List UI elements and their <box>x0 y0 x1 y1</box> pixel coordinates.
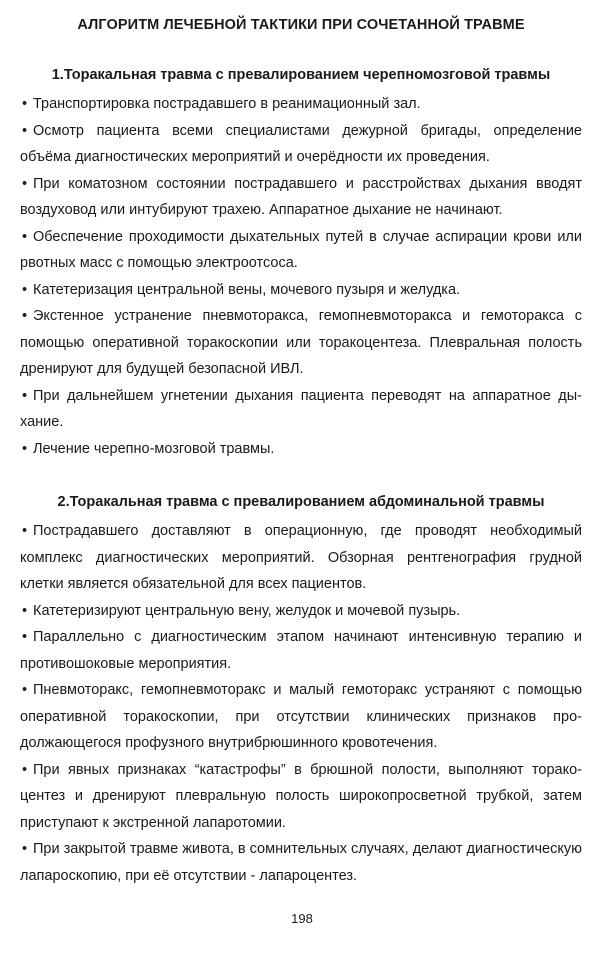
list-item <box>20 118 582 171</box>
list-item-text: При закрытой травме живота, в сомнительных случаях, делают диагностическую лапароскопию, при её отсутствии - лапароцентез. <box>20 841 582 884</box>
section-title: 2.Торакальная травма с превалированием абдоминальной травмы <box>57 494 545 510</box>
bullet-icon: • <box>22 387 28 404</box>
list-item-text: При явных признаках “катастрофы” в брюшной полости, выполняют торакоцентез и дренируют плевральную полость широкопросветной трубкой, затем приступают к экстренной лапаротомии. <box>20 761 582 831</box>
page-number: 198 <box>291 911 313 926</box>
list-item <box>20 836 582 889</box>
bullet-icon: • <box>22 308 28 324</box>
document-title: АЛГОРИТМ ЛЕЧЕБНОЙ ТАКТИКИ ПРИ СОЧЕТАННОЙ ТРАВМЕ <box>77 17 525 33</box>
list-item <box>20 277 582 304</box>
list-item <box>20 303 582 383</box>
bullet-icon: • <box>22 629 28 645</box>
bullet-icon: • <box>22 228 28 245</box>
bullet-icon: • <box>22 523 28 539</box>
list-item <box>20 598 582 625</box>
bullet-icon: • <box>22 761 28 778</box>
list-item-text: Транспортировка пострадавшего в реанимационный зал. <box>33 96 421 112</box>
list-item <box>20 436 582 463</box>
list-item-text: При коматозном состоянии пострадавшего и расстройствах дыхания вводят воздуховод или интубируют трахею. Аппаратное дыхание не начинают. <box>20 175 582 218</box>
list-item-text: Экстенное устранение пневмоторакса, гемопневмоторакса и гемоторакса с помощью оперативной торакоскопии или торакоцентеза. Плевральная полость дренируют для будущей безопасной ИВЛ. <box>20 308 582 377</box>
list-item <box>20 91 582 118</box>
list-item <box>20 383 582 436</box>
list-item-text: Лечение черепно-мозговой травмы. <box>33 440 275 457</box>
list-item <box>20 677 582 757</box>
list-item-text: Осмотр пациента всеми специалистами дежурной бригады, определение объёма диагностических мероприятий и очерёдности их проведения. <box>20 122 582 165</box>
list-item-text: Пострадавшего доставляют в операционную, где проводят необходимый комплекс диагностических мероприятий. Обзорная рентгенография грудной клетки является обязательной для всех пациентов. <box>20 523 582 592</box>
list-item-text: Пневмоторакс, гемопневмоторакс и малый гемоторакс устраняют с помощью оперативной торакоскопии, при отсутствии клинических признаков продолжающегося профузного внутрибрюшинного кровотечения. <box>20 682 582 751</box>
bullet-icon: • <box>22 122 28 139</box>
list-item-text: Обеспечение проходимости дыхательных путей в случае аспирации крови или рвотных масс с помощью электроотсоса. <box>20 228 582 271</box>
sections-container <box>20 65 582 889</box>
list-item <box>20 171 582 224</box>
list-item-text: Катетеризируют центральную вену, желудок и мочевой пузырь. <box>33 602 461 619</box>
section-2 <box>20 492 582 889</box>
bullet-icon: • <box>22 682 28 698</box>
bullet-icon: • <box>22 175 28 192</box>
list-item <box>20 624 582 677</box>
bullet-icon: • <box>22 602 28 619</box>
section-title: 1.Торакальная травма с превалированием черепномозговой травмы <box>51 67 551 83</box>
bullet-icon: • <box>22 96 28 112</box>
bullet-icon: • <box>22 281 28 298</box>
bullet-icon: • <box>22 440 28 457</box>
list-item <box>20 224 582 277</box>
section-1 <box>20 65 582 462</box>
list-item <box>20 518 582 598</box>
list-item <box>20 757 582 837</box>
list-item-text: Параллельно с диагностическим этапом начинают интенсивную терапию и противошоковые мероприятия. <box>20 629 582 672</box>
list-item-text: Катетеризация центральной вены, мочевого пузыря и желудка. <box>33 281 461 298</box>
list-item-text: При дальнейшем угнетении дыхания пациента переводят на аппаратное дыхание. <box>20 387 582 430</box>
bullet-icon: • <box>22 841 28 857</box>
